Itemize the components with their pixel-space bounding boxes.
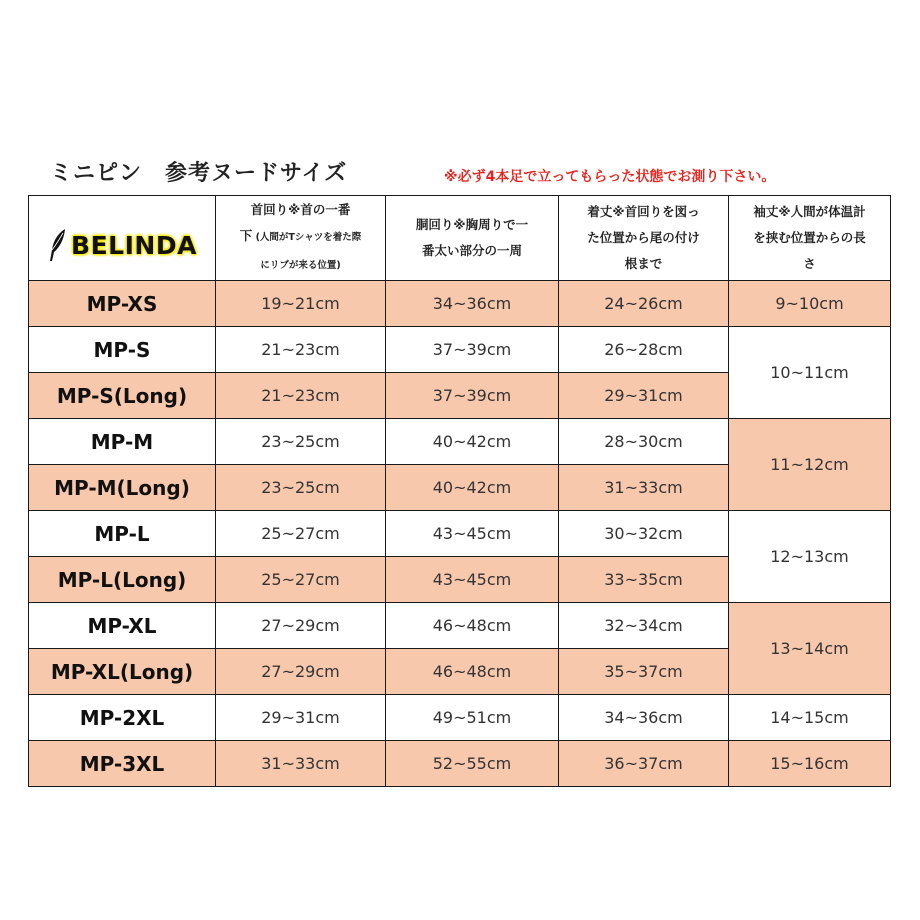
length-value: 29~31cm: [559, 373, 729, 419]
sleeve-value: 10~11cm: [729, 327, 891, 419]
table-row: [29, 695, 891, 741]
neck-value: 25~27cm: [216, 557, 386, 603]
sleeve-value: 9~10cm: [729, 281, 891, 327]
header-neck: 首回り※首の一番 下 (人間がTシャツを着た際 にリブが来る位置): [216, 196, 386, 281]
sleeve-value: 11~12cm: [729, 419, 891, 511]
chest-value: 40~42cm: [386, 465, 559, 511]
chest-value: 40~42cm: [386, 419, 559, 465]
brand-logo: [29, 228, 215, 262]
chest-value: 43~45cm: [386, 511, 559, 557]
measurement-note: ※必ず4本足で立ってもらった状態でお測り下さい。: [444, 169, 776, 185]
header-length: 着丈※首回りを図っ た位置から尾の付け 根まで: [559, 196, 729, 281]
size-name: MP-XS: [29, 281, 216, 327]
neck-value: 21~23cm: [216, 373, 386, 419]
sleeve-value: 14~15cm: [729, 695, 891, 741]
logo-cell: [29, 196, 216, 281]
brand-name: BELINDA: [71, 230, 197, 260]
size-name: MP-XL(Long): [29, 649, 216, 695]
table-row: [29, 511, 891, 557]
page-title: ミニピン 参考ヌードサイズ: [50, 161, 348, 186]
table-row: [29, 327, 891, 373]
size-name: MP-L(Long): [29, 557, 216, 603]
table-row: [29, 419, 891, 465]
table-row: [29, 603, 891, 649]
sleeve-value: 12~13cm: [729, 511, 891, 603]
sleeve-value: 15~16cm: [729, 741, 891, 787]
neck-value: 21~23cm: [216, 327, 386, 373]
size-table: [28, 195, 891, 787]
header-row: [29, 196, 891, 281]
chest-value: 37~39cm: [386, 327, 559, 373]
length-value: 30~32cm: [559, 511, 729, 557]
chest-value: 49~51cm: [386, 695, 559, 741]
chest-value: 34~36cm: [386, 281, 559, 327]
size-name: MP-S(Long): [29, 373, 216, 419]
size-name: MP-XL: [29, 603, 216, 649]
length-value: 31~33cm: [559, 465, 729, 511]
neck-value: 19~21cm: [216, 281, 386, 327]
header-sleeve: 袖丈※人間が体温計 を挟む位置からの長 さ: [729, 196, 891, 281]
chest-value: 43~45cm: [386, 557, 559, 603]
length-value: 35~37cm: [559, 649, 729, 695]
sleeve-value: 13~14cm: [729, 603, 891, 695]
length-value: 24~26cm: [559, 281, 729, 327]
chest-value: 46~48cm: [386, 603, 559, 649]
size-name: MP-S: [29, 327, 216, 373]
length-value: 34~36cm: [559, 695, 729, 741]
size-name: MP-2XL: [29, 695, 216, 741]
length-value: 32~34cm: [559, 603, 729, 649]
length-value: 28~30cm: [559, 419, 729, 465]
size-name: MP-L: [29, 511, 216, 557]
neck-value: 31~33cm: [216, 741, 386, 787]
chest-value: 46~48cm: [386, 649, 559, 695]
neck-value: 23~25cm: [216, 465, 386, 511]
table-row: [29, 741, 891, 787]
size-name: MP-M: [29, 419, 216, 465]
neck-value: 27~29cm: [216, 649, 386, 695]
neck-value: 25~27cm: [216, 511, 386, 557]
size-name: MP-3XL: [29, 741, 216, 787]
table-row: [29, 281, 891, 327]
neck-value: 29~31cm: [216, 695, 386, 741]
feather-icon: [47, 228, 69, 262]
neck-value: 27~29cm: [216, 603, 386, 649]
length-value: 33~35cm: [559, 557, 729, 603]
length-value: 36~37cm: [559, 741, 729, 787]
chest-value: 52~55cm: [386, 741, 559, 787]
header-chest: 胴回り※胸周りで一 番太い部分の一周: [386, 196, 559, 281]
chest-value: 37~39cm: [386, 373, 559, 419]
length-value: 26~28cm: [559, 327, 729, 373]
neck-value: 23~25cm: [216, 419, 386, 465]
size-name: MP-M(Long): [29, 465, 216, 511]
